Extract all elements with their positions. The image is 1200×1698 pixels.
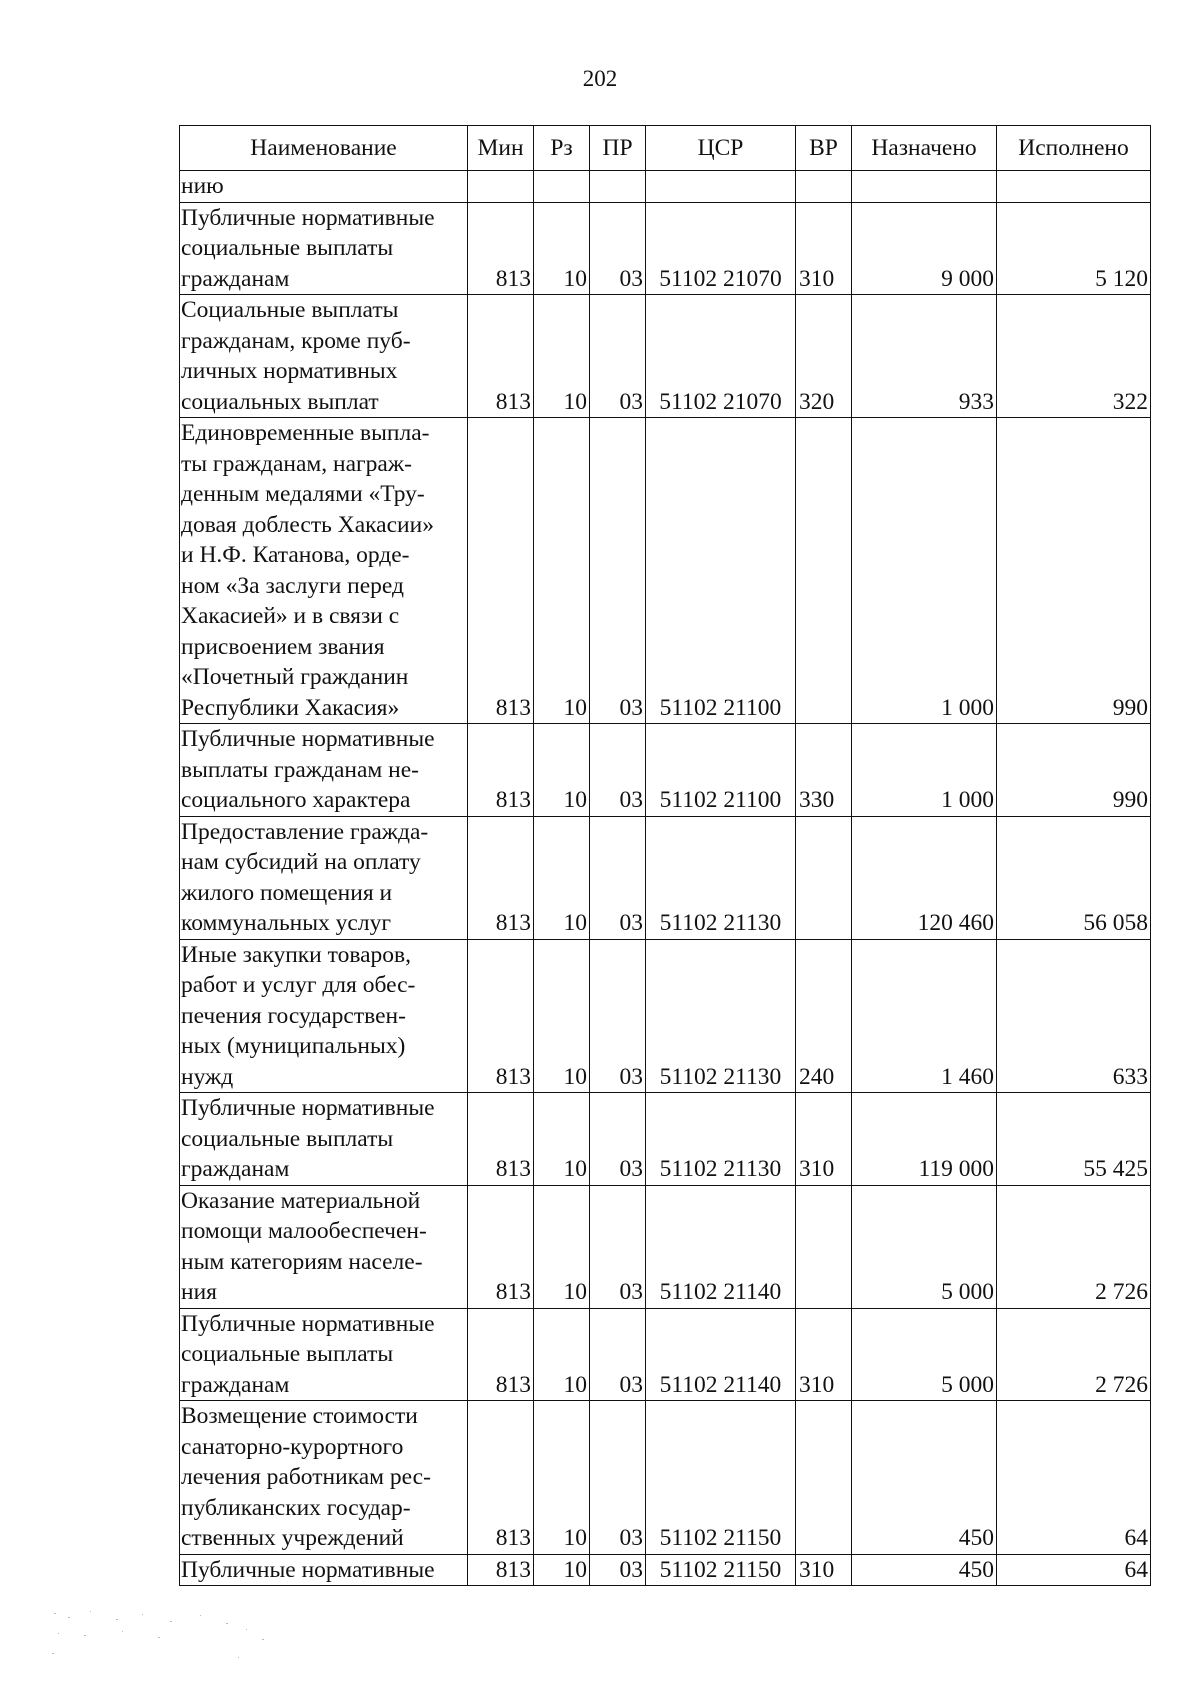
- cell-pr: 03: [590, 1401, 646, 1555]
- cell-name: Оказание материальной помощи малообеспечен- ным категориям населе- ния: [180, 1185, 468, 1308]
- cell-vr: 310: [796, 202, 852, 295]
- cell-vr: 310: [796, 1093, 852, 1186]
- cell-csr: 51102 21140: [646, 1308, 796, 1401]
- cell-assigned: 450: [852, 1401, 997, 1555]
- header-pr: ПР: [590, 126, 646, 171]
- table-row: [180, 1093, 1151, 1186]
- cell-assigned: 5 000: [852, 1308, 997, 1401]
- table-row: [180, 1185, 1151, 1308]
- table-row: [180, 171, 1151, 203]
- table-row: [180, 816, 1151, 939]
- cell-executed: 990: [997, 724, 1151, 817]
- cell-csr: 51102 21150: [646, 1554, 796, 1586]
- cell-pr: 03: [590, 724, 646, 817]
- header-executed: Исполнено: [997, 126, 1151, 171]
- table-row: [180, 724, 1151, 817]
- table-header-row: [180, 126, 1151, 171]
- cell-rz: 10: [534, 418, 590, 724]
- cell-csr: [646, 171, 796, 203]
- page-number: 202: [582, 66, 618, 91]
- cell-executed: 990: [997, 418, 1151, 724]
- cell-name: Публичные нормативные социальные выплаты гражданам: [180, 202, 468, 295]
- cell-csr: 51102 21130: [646, 939, 796, 1093]
- cell-rz: 10: [534, 724, 590, 817]
- cell-assigned: 119 000: [852, 1093, 997, 1186]
- header-csr: ЦСР: [646, 126, 796, 171]
- scan-noise: [50, 1605, 280, 1665]
- cell-executed: 64: [997, 1401, 1151, 1555]
- cell-csr: 51102 21150: [646, 1401, 796, 1555]
- cell-name: Социальные выплаты гражданам, кроме пуб- личных нормативных социальных выплат: [180, 295, 468, 418]
- cell-pr: 03: [590, 1554, 646, 1586]
- table-row: [180, 418, 1151, 724]
- cell-vr: 310: [796, 1554, 852, 1586]
- cell-vr: 240: [796, 939, 852, 1093]
- cell-vr: [796, 1185, 852, 1308]
- cell-csr: 51102 21070: [646, 295, 796, 418]
- cell-executed: 64: [997, 1554, 1151, 1586]
- cell-executed: 56 058: [997, 816, 1151, 939]
- cell-executed: 633: [997, 939, 1151, 1093]
- cell-csr: 51102 21140: [646, 1185, 796, 1308]
- cell-vr: 330: [796, 724, 852, 817]
- cell-assigned: 450: [852, 1554, 997, 1586]
- cell-pr: 03: [590, 202, 646, 295]
- cell-pr: [590, 171, 646, 203]
- cell-name: Единовременные выпла- ты гражданам, награж- денным медалями «Тру- довая доблесть Хакасии» и Н.Ф. Катанова, орде- ном «За заслуги перед Хакасией» и в связи с присвоением звания «Почетный гражданин Республики Хакасия»: [180, 418, 468, 724]
- table-body: [180, 171, 1151, 1586]
- cell-rz: 10: [534, 1185, 590, 1308]
- cell-name: нию: [180, 171, 468, 203]
- cell-assigned: 1 000: [852, 418, 997, 724]
- cell-assigned: 1 460: [852, 939, 997, 1093]
- cell-min: 813: [468, 1308, 534, 1401]
- cell-csr: 51102 21130: [646, 1093, 796, 1186]
- cell-executed: 2 726: [997, 1185, 1151, 1308]
- header-name: Наименование: [180, 126, 468, 171]
- cell-pr: 03: [590, 816, 646, 939]
- cell-rz: 10: [534, 939, 590, 1093]
- cell-pr: 03: [590, 1093, 646, 1186]
- table-row: [180, 202, 1151, 295]
- cell-min: 813: [468, 724, 534, 817]
- table-row: [180, 1308, 1151, 1401]
- cell-name: Возмещение стоимости санаторно-курортного лечения работникам рес- публиканских государ- ственных учреждений: [180, 1401, 468, 1555]
- cell-rz: 10: [534, 816, 590, 939]
- cell-rz: 10: [534, 295, 590, 418]
- header-min: Мин: [468, 126, 534, 171]
- cell-pr: 03: [590, 1308, 646, 1401]
- cell-min: 813: [468, 418, 534, 724]
- cell-min: [468, 171, 534, 203]
- cell-min: 813: [468, 1401, 534, 1555]
- cell-vr: [796, 1401, 852, 1555]
- cell-rz: 10: [534, 202, 590, 295]
- cell-rz: [534, 171, 590, 203]
- cell-executed: 55 425: [997, 1093, 1151, 1186]
- cell-rz: 10: [534, 1401, 590, 1555]
- cell-csr: 51102 21070: [646, 202, 796, 295]
- cell-min: 813: [468, 295, 534, 418]
- cell-min: 813: [468, 816, 534, 939]
- cell-name: Публичные нормативные социальные выплаты гражданам: [180, 1308, 468, 1401]
- cell-assigned: [852, 171, 997, 203]
- cell-vr: 320: [796, 295, 852, 418]
- cell-pr: 03: [590, 939, 646, 1093]
- cell-vr: 310: [796, 1308, 852, 1401]
- cell-min: 813: [468, 1185, 534, 1308]
- table-row: [180, 1554, 1151, 1586]
- header-assigned: Назначено: [852, 126, 997, 171]
- header-rz: Рз: [534, 126, 590, 171]
- table-row: [180, 295, 1151, 418]
- cell-assigned: 9 000: [852, 202, 997, 295]
- cell-name: Публичные нормативные выплаты гражданам не- социального характера: [180, 724, 468, 817]
- cell-name: Публичные нормативные социальные выплаты гражданам: [180, 1093, 468, 1186]
- cell-min: 813: [468, 939, 534, 1093]
- cell-rz: 10: [534, 1093, 590, 1186]
- cell-min: 813: [468, 1093, 534, 1186]
- cell-name: Предоставление гражда- нам субсидий на оплату жилого помещения и коммунальных услуг: [180, 816, 468, 939]
- cell-vr: [796, 418, 852, 724]
- cell-name: Иные закупки товаров, работ и услуг для обес- печения государствен- ных (муниципальных) нужд: [180, 939, 468, 1093]
- cell-assigned: 1 000: [852, 724, 997, 817]
- cell-pr: 03: [590, 418, 646, 724]
- cell-name: Публичные нормативные: [180, 1554, 468, 1586]
- cell-vr: [796, 171, 852, 203]
- cell-min: 813: [468, 1554, 534, 1586]
- cell-rz: 10: [534, 1554, 590, 1586]
- table-row: [180, 939, 1151, 1093]
- cell-executed: 5 120: [997, 202, 1151, 295]
- cell-assigned: 120 460: [852, 816, 997, 939]
- budget-table: [179, 125, 1151, 1586]
- cell-pr: 03: [590, 1185, 646, 1308]
- cell-rz: 10: [534, 1308, 590, 1401]
- cell-assigned: 5 000: [852, 1185, 997, 1308]
- cell-csr: 51102 21100: [646, 724, 796, 817]
- cell-vr: [796, 816, 852, 939]
- cell-executed: 322: [997, 295, 1151, 418]
- cell-min: 813: [468, 202, 534, 295]
- header-vr: ВР: [796, 126, 852, 171]
- cell-executed: [997, 171, 1151, 203]
- cell-csr: 51102 21100: [646, 418, 796, 724]
- cell-csr: 51102 21130: [646, 816, 796, 939]
- cell-assigned: 933: [852, 295, 997, 418]
- table-row: [180, 1401, 1151, 1555]
- cell-executed: 2 726: [997, 1308, 1151, 1401]
- cell-pr: 03: [590, 295, 646, 418]
